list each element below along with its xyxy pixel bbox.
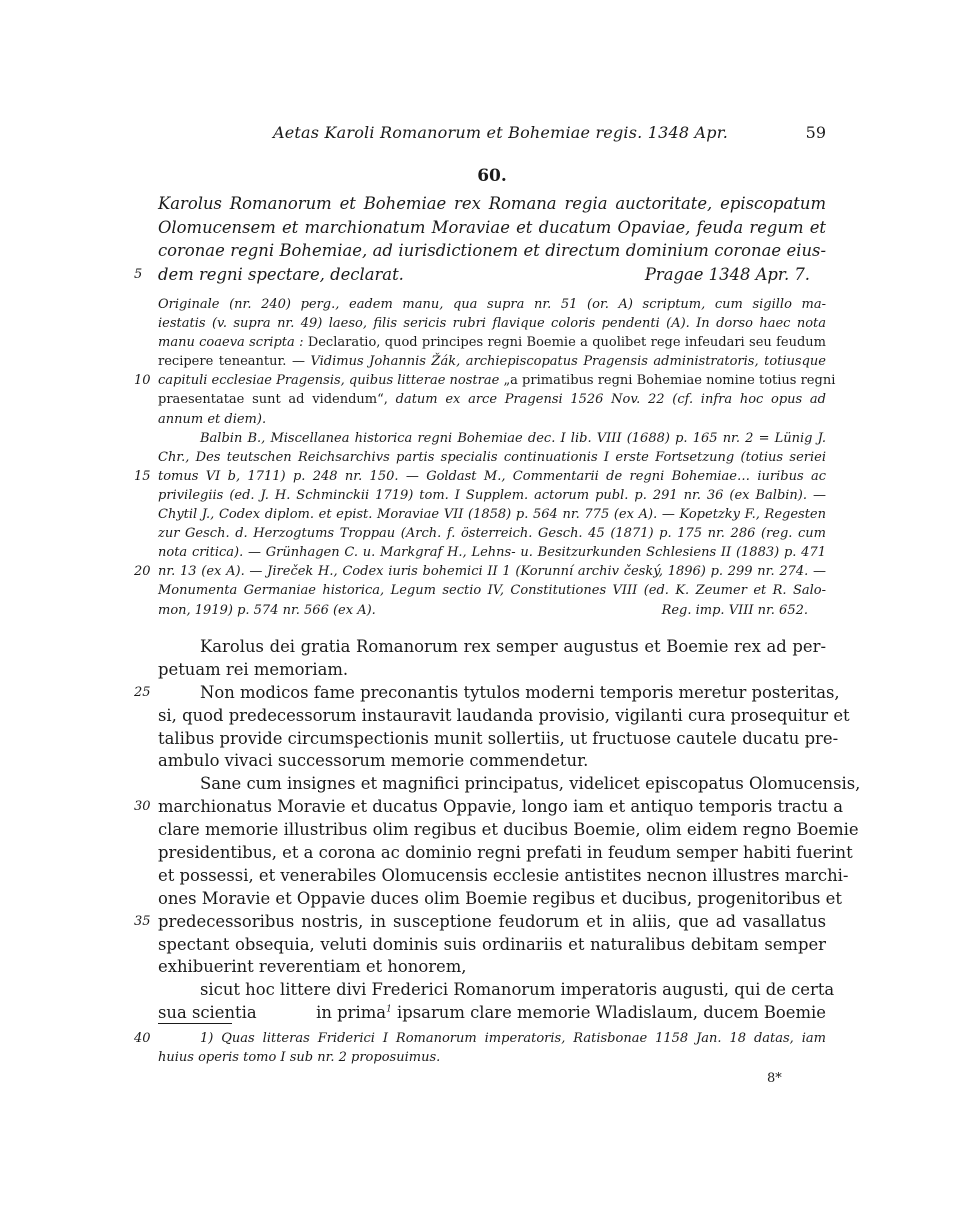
text-line: ones Moravie et Oppavie duces olim Boemie regibus et ducibus, progenitoribus et xyxy=(158,888,842,908)
line-number: 10 xyxy=(134,373,151,389)
text-line: talibus provide circumspectionis munit sollertiis, ut fructuose cautele ducatu pre- xyxy=(158,728,839,748)
apparatus-line: annum et diem). xyxy=(158,411,267,427)
apparatus-line: Originale (nr. 240) perg., eadem manu, qua supra nr. 51 (or. A) scriptum, cum sigillo ma- xyxy=(158,297,826,312)
apparatus-segment: praesentatae sunt ad videndum“, xyxy=(158,392,388,408)
line-number: 20 xyxy=(134,564,151,580)
apparatus-segment: mon, 1919) p. 574 nr. 566 (ex A). xyxy=(158,602,376,618)
main-text xyxy=(134,636,861,1025)
footnote-line xyxy=(134,1029,826,1048)
apparatus-line xyxy=(158,333,826,352)
apparatus-line: iestatis (v. supra nr. 49) laeso, filis sericis rubri flavique coloris pendenti (A). In dorso haec nota xyxy=(158,316,826,332)
regest-line-with-date xyxy=(134,263,826,287)
apparatus-segment: tomus VI b, 1711) p. 248 nr. 150. — Goldast M., Commentarii de regni Bohemiae… iuribus ac xyxy=(158,468,826,484)
footnote-text: 1) Quas litteras Friderici I Romanorum imperatoris, Ratisbonae 1158 Jan. 18 datas, iam xyxy=(200,1031,826,1046)
apparatus-segment: nr. 13 (ex A). — Jireček H., Codex iuris bohemici II 1 (Korunní archiv český, 1896) p. 299 nr. 274. — xyxy=(158,564,826,580)
apparatus-segment: — Vidimus Johannis Žák, archiepiscopatus Pragensis administratoris, totiusque xyxy=(291,354,826,370)
text-segment: sua scientia xyxy=(158,1003,257,1023)
footnote-line: huius operis tomo I sub nr. 2 proposuimus. xyxy=(158,1050,441,1065)
text-line: sicut hoc littere divi Frederici Romanorum imperatoris augusti, qui de certa xyxy=(200,980,835,1000)
apparatus-line: Monumenta Germaniae historica, Legum sectio IV, Constitutiones VIII (ed. K. Zeumer et R. Salo- xyxy=(158,583,826,599)
apparatus-segment: capituli ecclesiae Pragensis, quibus litterae nostrae xyxy=(158,373,500,389)
line-number: 15 xyxy=(134,468,151,484)
text-segment: in prima xyxy=(316,1003,387,1023)
text-line xyxy=(134,796,844,819)
text-line: ambulo vivaci successorum memorie commendetur. xyxy=(158,751,589,771)
apparatus-line: zur Gesch. d. Herzogtums Troppau (Arch. f. österreich. Gesch. 45 (1871) p. 175 nr. 286 (reg. cum xyxy=(158,526,826,542)
page-number: 59 xyxy=(805,123,826,142)
text-segment: predecessoribus nostris, in susceptione feudorum et in aliis, que ad vasallatus xyxy=(158,911,826,931)
apparatus-segment: Declaratio, quod principes regni Boemie a quolibet rege infeudari seu feudum xyxy=(307,335,827,351)
footnote-rule xyxy=(158,1023,232,1024)
line-number: 30 xyxy=(134,799,151,815)
regest-line: coronae regni Bohemiae, ad iurisdictionem et directum dominium coronae eius- xyxy=(158,241,826,261)
text-line: clare memorie illustribus olim regibus et ducibus Boemie, olim eidem regno Boemie xyxy=(158,820,859,840)
regest-date-place: Pragae 1348 Apr. 7. xyxy=(644,264,810,284)
apparatus-line xyxy=(134,371,836,390)
apparatus-line: Chr., Des teutschen Reichsarchivs partis specialis continuationis I erste Fortsetzung (totius seriei xyxy=(158,449,826,465)
apparatus-segment: datum ex arce Pragensi 1526 Nov. 22 (cf. infra hoc opus ad xyxy=(395,392,826,408)
line-number: 35 xyxy=(134,913,151,929)
text-segment: ipsarum clare memorie Wladislaum, ducem Boemie xyxy=(397,1003,826,1023)
document-number: 60. xyxy=(477,166,507,186)
text-line: et possessi, et venerabiles Olomucensis ecclesie antistites necnon illustres marchi- xyxy=(158,865,849,885)
regest-line: dem regni spectare, declarat. xyxy=(158,264,404,284)
text-line: presidentibus, et a corona ac dominio regni prefati in feudum semper habiti fuerint xyxy=(158,843,853,863)
apparatus-line xyxy=(158,352,826,371)
running-title: Aetas Karoli Romanorum et Bohemiae regis. 1348 Apr. xyxy=(273,123,729,142)
text-line xyxy=(134,682,840,705)
apparatus-segment: Reg. imp. VIII nr. 652. xyxy=(661,602,808,618)
text-line: Sane cum insignes et magnifici principatus, videlicet episcopatus Olomucensis, xyxy=(200,774,861,794)
critical-apparatus xyxy=(134,295,836,620)
text-line xyxy=(134,911,826,934)
line-number: 5 xyxy=(134,266,143,282)
apparatus-segment: „a primatibus regni Bohemiae nomine totius regni xyxy=(503,373,836,389)
apparatus-line: nota critica). — Grünhagen C. u. Markgraf H., Lehns- u. Besitzurkunden Schlesiens II (1883) p. 471 xyxy=(158,545,826,561)
text-line: si, quod predecessorum instauravit laudanda provisio, vigilanti cura prosequitur et xyxy=(158,705,850,725)
text-line: Karolus dei gratia Romanorum rex semper augustus et Boemie rex ad per- xyxy=(200,637,826,656)
text-line: spectant obsequia, veluti dominis suis ordinariis et naturalibus debitam semper xyxy=(158,934,826,954)
text-segment: Non modicos fame preconantis tytulos moderni temporis meretur posteritas, xyxy=(200,682,840,702)
apparatus-line: Chytil J., Codex diplom. et epist. Moraviae VII (1858) p. 564 nr. 775 (ex A). — Kopetzky F., Regesten xyxy=(158,507,826,523)
apparatus-line: Balbin B., Miscellanea historica regni Bohemiae dec. I lib. VIII (1688) p. 165 nr. 2 = Lünig J. xyxy=(200,430,826,446)
text-line: petuam rei memoriam. xyxy=(158,659,349,679)
apparatus-line xyxy=(158,390,826,409)
apparatus-segment: recipere teneantur. xyxy=(158,354,287,370)
signature-mark: 8* xyxy=(767,1071,782,1086)
regest-line: Olomucensem et marchionatum Moraviae et ducatum Opaviae, feuda regum et xyxy=(158,217,826,237)
running-head xyxy=(158,123,826,145)
line-number: 25 xyxy=(134,684,151,700)
apparatus-line xyxy=(134,562,826,581)
apparatus-segment: manu coaeva scripta : xyxy=(158,335,304,351)
apparatus-line xyxy=(134,467,826,486)
footnote-reference[interactable]: 1 xyxy=(386,1004,392,1015)
text-line xyxy=(158,1002,826,1025)
line-number: 40 xyxy=(134,1031,151,1046)
apparatus-line xyxy=(158,601,826,620)
text-line: exhibuerint reverentiam et honorem, xyxy=(158,957,467,977)
apparatus-line: privilegiis (ed. J. H. Schminckii 1719) tom. I Supplem. actorum publ. p. 291 nr. 36 (ex Balbin). — xyxy=(158,487,826,503)
regest-line: Karolus Romanorum et Bohemiae rex Romana regia auctoritate, episcopatum xyxy=(158,194,826,213)
text-segment: marchionatus Moravie et ducatus Oppavie, longo iam et antiquo temporis tractu a xyxy=(158,797,844,817)
text-segment xyxy=(316,1002,826,1025)
regest xyxy=(134,192,826,286)
footnotes xyxy=(134,1029,826,1067)
